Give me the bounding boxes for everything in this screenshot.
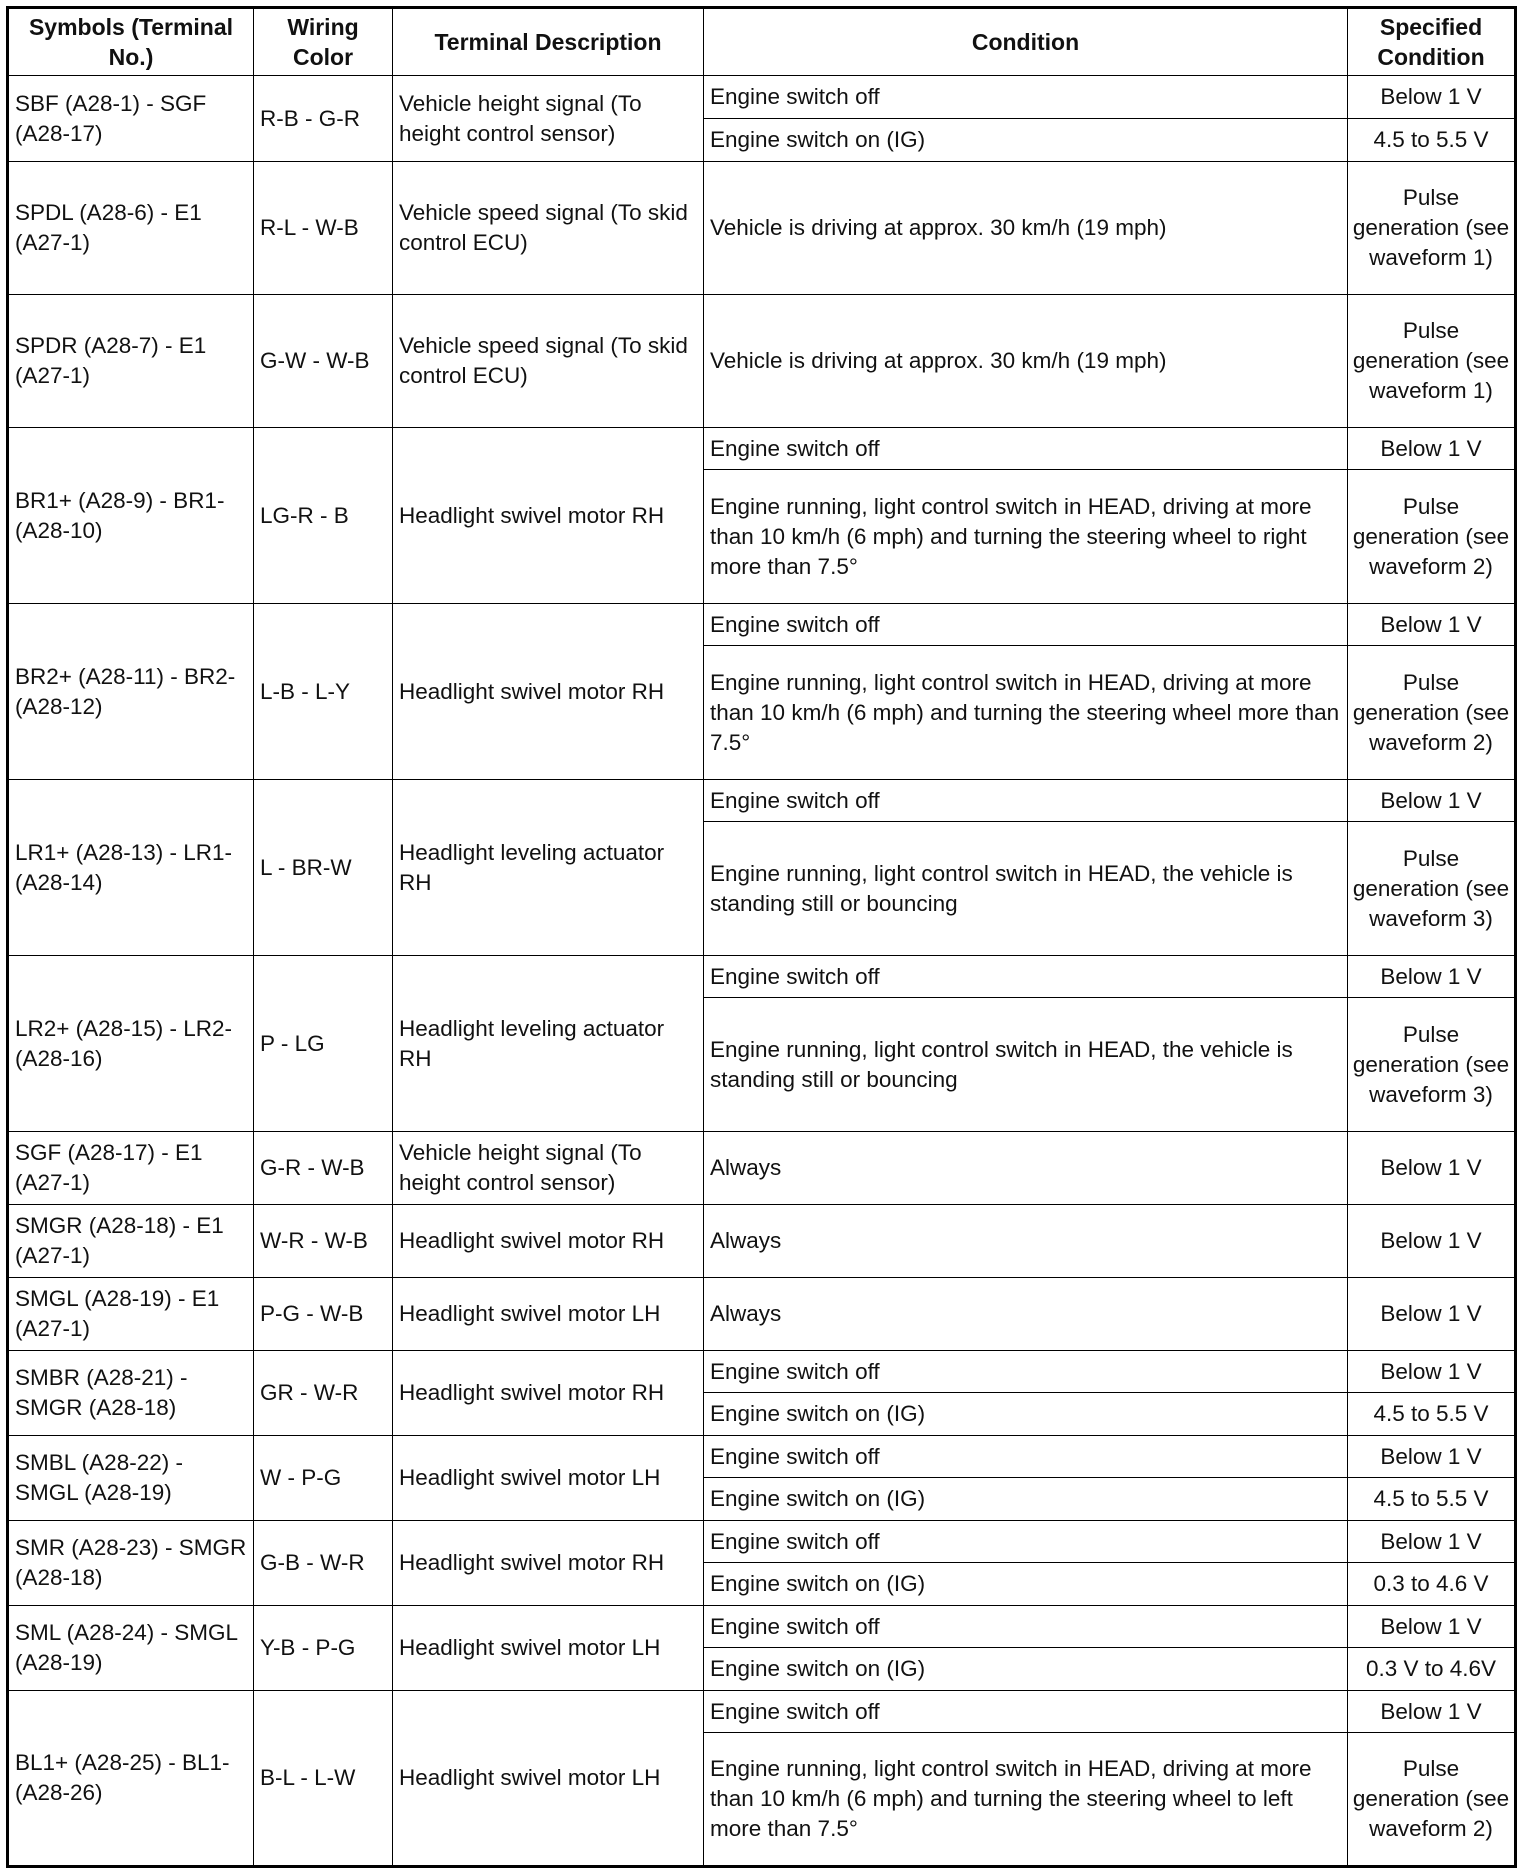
symbol-cell: SMGR (A28-18) - E1 (A27-1) [8,1205,254,1278]
specified-cell: Below 1 V [1348,1521,1516,1563]
condition-cell: Engine switch on (IG) [704,1563,1348,1606]
wiring-cell: G-B - W-R [254,1521,393,1606]
table-row [8,1606,1516,1648]
wiring-cell: B-L - L-W [254,1691,393,1867]
condition-cell: Engine switch off [704,956,1348,998]
condition-cell: Always [704,1132,1348,1205]
table-row [8,1132,1516,1205]
condition-cell: Engine switch off [704,1521,1348,1563]
specified-cell: Pulse generation (see waveform 3) [1348,998,1516,1132]
description-cell: Headlight swivel motor RH [393,1351,704,1436]
specified-cell: Pulse generation (see waveform 2) [1348,1733,1516,1867]
condition-cell: Engine switch off [704,780,1348,822]
specified-cell: Below 1 V [1348,428,1516,470]
description-cell: Headlight swivel motor RH [393,1205,704,1278]
wiring-cell: P-G - W-B [254,1278,393,1351]
table-row [8,428,1516,470]
description-cell: Vehicle height signal (To height control sensor) [393,76,704,162]
table-row [8,1278,1516,1351]
table-row [8,604,1516,646]
specified-cell: 4.5 to 5.5 V [1348,119,1516,162]
symbol-cell: BL1+ (A28-25) - BL1-(A28-26) [8,1691,254,1867]
condition-cell: Engine switch off [704,1691,1348,1733]
specified-cell: Below 1 V [1348,956,1516,998]
condition-cell: Vehicle is driving at approx. 30 km/h (19 mph) [704,295,1348,428]
wiring-cell: W-R - W-B [254,1205,393,1278]
specified-cell: Pulse generation (see waveform 2) [1348,470,1516,604]
symbol-cell: BR1+ (A28-9) - BR1- (A28-10) [8,428,254,604]
header-condition: Condition [704,8,1348,76]
specified-cell: Pulse generation (see waveform 3) [1348,822,1516,956]
description-cell: Vehicle speed signal (To skid control ECU) [393,162,704,295]
condition-cell: Engine switch off [704,76,1348,119]
condition-cell: Engine running, light control switch in HEAD, driving at more than 10 km/h (6 mph) and turning the steering wheel to right more than 7.5° [704,470,1348,604]
specified-cell: Pulse generation (see waveform 1) [1348,295,1516,428]
description-cell: Headlight leveling actuator RH [393,956,704,1132]
wiring-cell: R-L - W-B [254,162,393,295]
condition-cell: Engine running, light control switch in HEAD, the vehicle is standing still or bouncing [704,822,1348,956]
wiring-cell: L - BR-W [254,780,393,956]
table-row [8,1205,1516,1278]
wiring-cell: G-R - W-B [254,1132,393,1205]
table-row [8,162,1516,295]
wiring-cell: G-W - W-B [254,295,393,428]
description-cell: Vehicle speed signal (To skid control ECU) [393,295,704,428]
description-cell: Headlight swivel motor LH [393,1436,704,1521]
specified-cell: Below 1 V [1348,604,1516,646]
symbol-cell: SML (A28-24) - SMGL (A28-19) [8,1606,254,1691]
terminal-inspection-table [6,6,1517,1868]
table-row [8,956,1516,998]
symbol-cell: SMBL (A28-22) - SMGL (A28-19) [8,1436,254,1521]
description-cell: Headlight swivel motor LH [393,1278,704,1351]
symbol-cell: SMGL (A28-19) - E1 (A27-1) [8,1278,254,1351]
specified-cell: Below 1 V [1348,1436,1516,1478]
wiring-cell: LG-R - B [254,428,393,604]
condition-cell: Engine switch on (IG) [704,1478,1348,1521]
table-row [8,780,1516,822]
condition-cell: Vehicle is driving at approx. 30 km/h (19 mph) [704,162,1348,295]
description-cell: Headlight swivel motor RH [393,604,704,780]
header-specified-condition: Specified Condition [1348,8,1516,76]
table-row [8,1351,1516,1393]
symbol-cell: BR2+ (A28-11) - BR2- (A28-12) [8,604,254,780]
condition-cell: Engine running, light control switch in HEAD, driving at more than 10 km/h (6 mph) and turning the steering wheel more than 7.5° [704,646,1348,780]
condition-cell: Engine switch on (IG) [704,1393,1348,1436]
description-cell: Headlight swivel motor RH [393,428,704,604]
condition-cell: Engine switch off [704,428,1348,470]
symbol-cell: SPDR (A28-7) - E1 (A27-1) [8,295,254,428]
description-cell: Headlight swivel motor LH [393,1691,704,1867]
specified-cell: Below 1 V [1348,1351,1516,1393]
condition-cell: Engine running, light control switch in HEAD, the vehicle is standing still or bouncing [704,998,1348,1132]
header-symbols: Symbols (Terminal No.) [8,8,254,76]
wiring-cell: P - LG [254,956,393,1132]
header-row [8,8,1516,76]
symbol-cell: LR1+ (A28-13) - LR1- (A28-14) [8,780,254,956]
header-terminal-description: Terminal Description [393,8,704,76]
specified-cell: 4.5 to 5.5 V [1348,1478,1516,1521]
symbol-cell: SBF (A28-1) - SGF (A28-17) [8,76,254,162]
description-cell: Vehicle height signal (To height control sensor) [393,1132,704,1205]
symbol-cell: SMR (A28-23) - SMGR (A28-18) [8,1521,254,1606]
condition-cell: Always [704,1278,1348,1351]
wiring-cell: GR - W-R [254,1351,393,1436]
description-cell: Headlight swivel motor LH [393,1606,704,1691]
condition-cell: Engine switch off [704,604,1348,646]
table-row [8,1521,1516,1563]
condition-cell: Engine running, light control switch in HEAD, driving at more than 10 km/h (6 mph) and turning the steering wheel to left more than 7.5° [704,1733,1348,1867]
condition-cell: Engine switch on (IG) [704,119,1348,162]
table-body [8,76,1516,1867]
table-row [8,1436,1516,1478]
symbol-cell: SGF (A28-17) - E1 (A27-1) [8,1132,254,1205]
specified-cell: 4.5 to 5.5 V [1348,1393,1516,1436]
table-row [8,76,1516,119]
description-cell: Headlight swivel motor RH [393,1521,704,1606]
specified-cell: Pulse generation (see waveform 2) [1348,646,1516,780]
symbol-cell: SPDL (A28-6) - E1 (A27-1) [8,162,254,295]
specified-cell: Below 1 V [1348,76,1516,119]
specified-cell: Below 1 V [1348,1278,1516,1351]
table-row [8,295,1516,428]
condition-cell: Engine switch off [704,1436,1348,1478]
symbol-cell: LR2+ (A28-15) - LR2- (A28-16) [8,956,254,1132]
wiring-cell: W - P-G [254,1436,393,1521]
specified-cell: Below 1 V [1348,780,1516,822]
wiring-cell: Y-B - P-G [254,1606,393,1691]
specified-cell: Below 1 V [1348,1606,1516,1648]
condition-cell: Engine switch on (IG) [704,1648,1348,1691]
condition-cell: Engine switch off [704,1606,1348,1648]
wiring-cell: R-B - G-R [254,76,393,162]
condition-cell: Always [704,1205,1348,1278]
specified-cell: Below 1 V [1348,1132,1516,1205]
symbol-cell: SMBR (A28-21) - SMGR (A28-18) [8,1351,254,1436]
condition-cell: Engine switch off [704,1351,1348,1393]
header-wiring-color: Wiring Color [254,8,393,76]
table-row [8,1691,1516,1733]
specified-cell: Below 1 V [1348,1205,1516,1278]
specified-cell: Below 1 V [1348,1691,1516,1733]
wiring-cell: L-B - L-Y [254,604,393,780]
description-cell: Headlight leveling actuator RH [393,780,704,956]
specified-cell: Pulse generation (see waveform 1) [1348,162,1516,295]
specified-cell: 0.3 to 4.6 V [1348,1563,1516,1606]
specified-cell: 0.3 V to 4.6V [1348,1648,1516,1691]
